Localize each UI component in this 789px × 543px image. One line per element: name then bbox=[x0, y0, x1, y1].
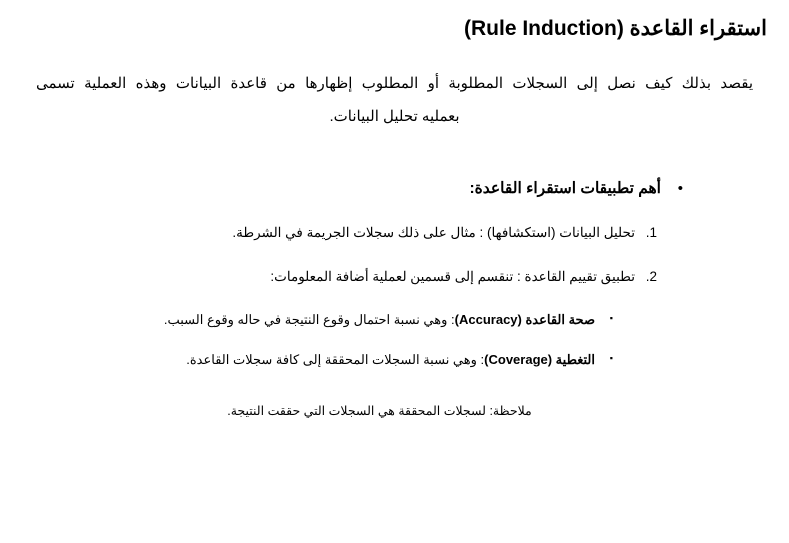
list-item-text: تطبيق تقييم القاعدة : تنقسم إلى قسمين لعملية أضافة المعلومات: bbox=[270, 268, 635, 284]
term-definition: : وهي نسبة السجلات المحققة إلى كافة سجلات القاعدة. bbox=[186, 352, 485, 368]
list-item bbox=[0, 350, 613, 371]
footnote: ملاحظة: لسجلات المحققة هي السجلات التي حققت النتيجة. bbox=[227, 404, 532, 419]
list-item bbox=[0, 266, 657, 288]
square-bullet-icon: ▪ bbox=[609, 353, 613, 364]
intro-line-1: يقصد بذلك كيف نصل إلى السجلات المطلوبة أو المطلوب إظهارها من قاعدة البيانات وهذه العملية تسمى bbox=[36, 75, 753, 93]
term-definition: : وهي نسبة احتمال وقوع النتيجة في حاله وقوع السبب. bbox=[163, 311, 455, 327]
list-item-text bbox=[0, 310, 595, 331]
list-item bbox=[0, 222, 657, 244]
list-item-number: 2. bbox=[645, 268, 657, 284]
applications-heading-label: أهم تطبيقات استقراء القاعدة: bbox=[469, 179, 661, 197]
list-item-text: تحليل البيانات (استكشافها) : مثال على ذلك سجلات الجريمة في الشرطة. bbox=[232, 225, 635, 241]
intro-line-2: بعمليه تحليل البيانات. bbox=[329, 108, 460, 126]
list-item-text bbox=[0, 350, 595, 371]
bullet-marker-icon: • bbox=[677, 179, 683, 197]
sub-bullet-list bbox=[0, 310, 613, 372]
square-bullet-icon: ▪ bbox=[609, 312, 613, 323]
document-page bbox=[0, 14, 789, 543]
intro-paragraph bbox=[36, 69, 753, 133]
page-title: استقراء القاعدة (Rule Induction) bbox=[464, 17, 767, 40]
numbered-list bbox=[0, 222, 657, 287]
list-item-number: 1. bbox=[645, 225, 657, 241]
term-label: صحة القاعدة (Accuracy) bbox=[454, 311, 595, 327]
term-label: التغطية (Coverage) bbox=[484, 352, 595, 368]
applications-heading bbox=[0, 177, 683, 201]
list-item bbox=[0, 310, 613, 331]
